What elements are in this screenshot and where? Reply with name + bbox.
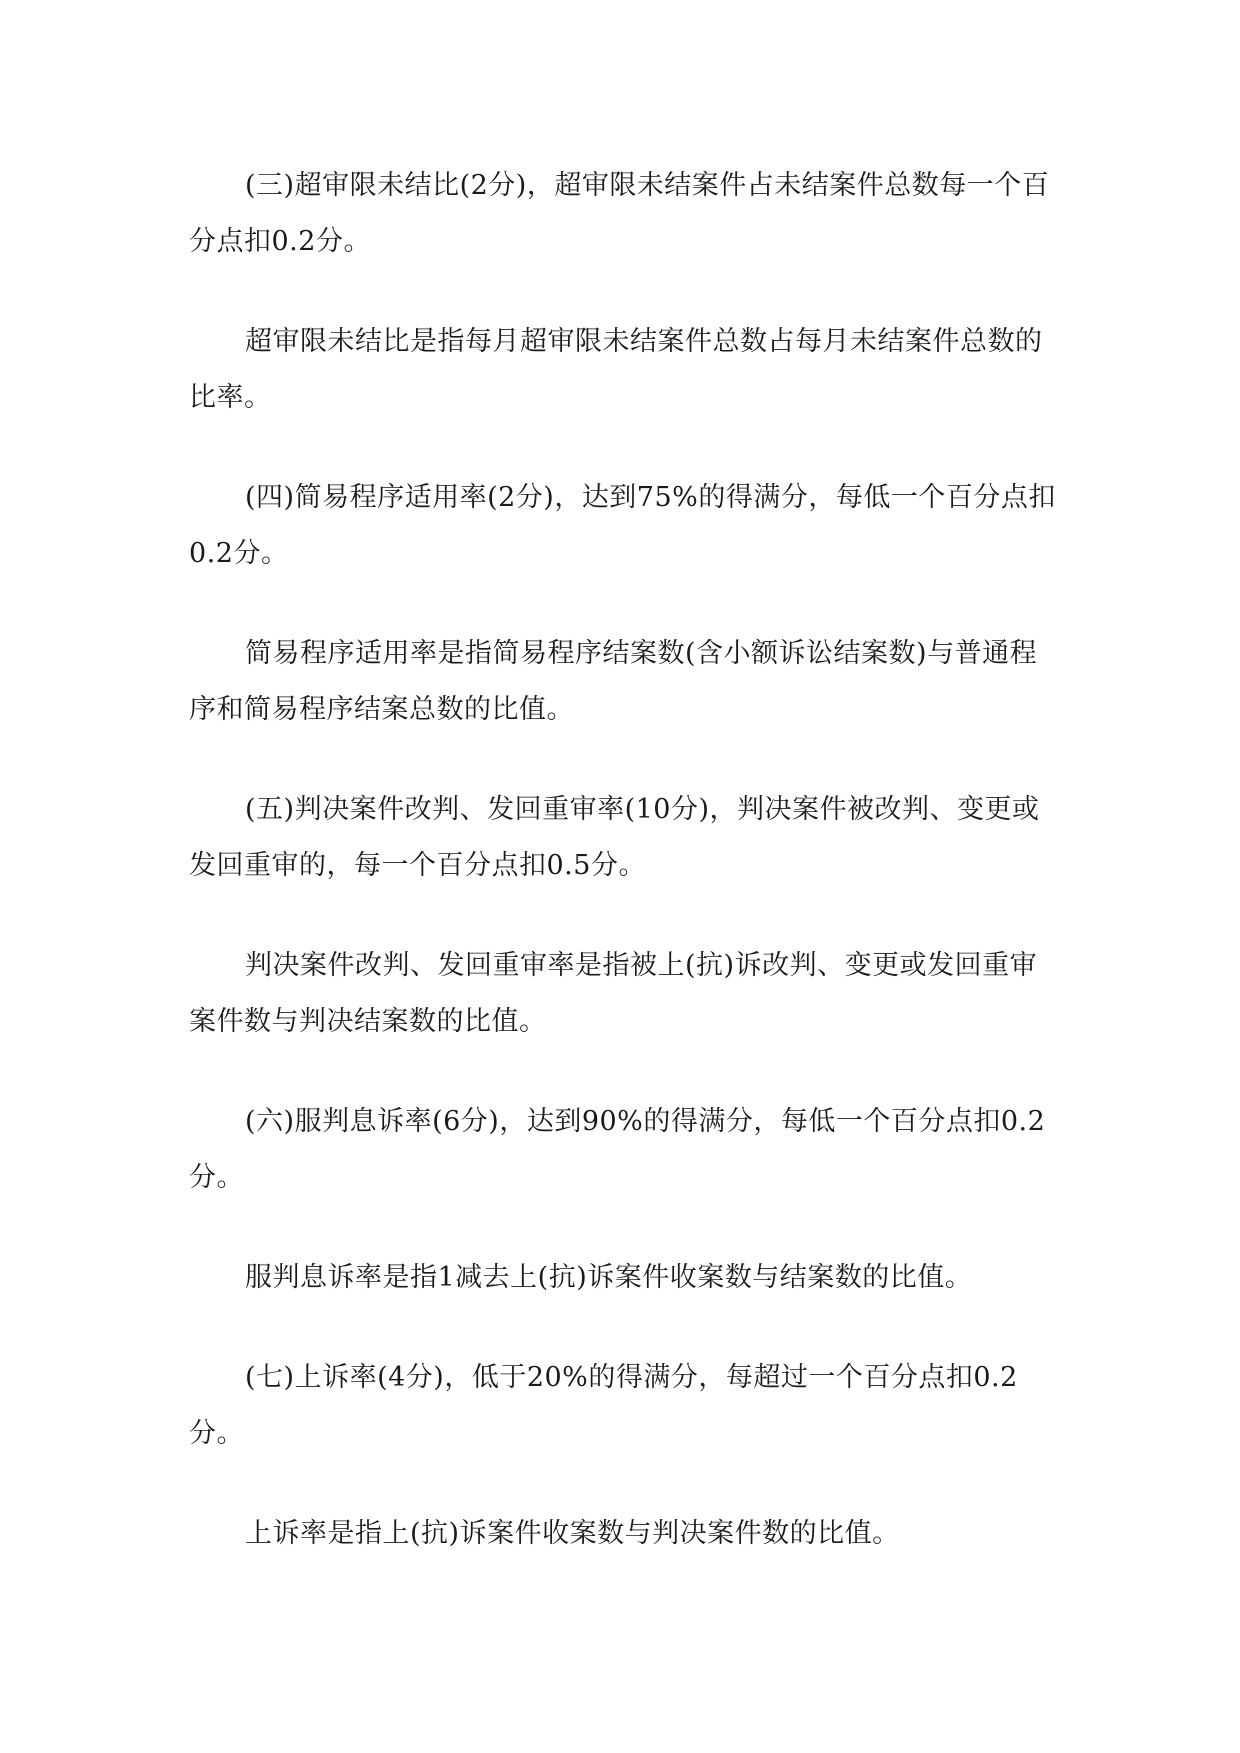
paragraph-retrial-rate-scoring: (五)判决案件改判、发回重审率(10分)，判决案件被改判、变更或发回重审的，每一个百分点扣0.5分。	[189, 794, 1040, 881]
document-body	[189, 158, 1057, 1562]
paragraph-acceptance-rate-scoring: (六)服判息诉率(6分)，达到90%的得满分，每低一个百分点扣0.2分。	[189, 1106, 1046, 1193]
paragraph-appeal-rate-scoring: (七)上诉率(4分)，低于20%的得满分，每超过一个百分点扣0.2分。	[189, 1362, 1018, 1449]
paragraph-retrial-rate-definition: 判决案件改判、发回重审率是指被上(抗)诉改判、变更或发回重审案件数与判决结案数的比值。	[189, 950, 1038, 1037]
paragraph-summary-procedure-scoring: (四)简易程序适用率(2分)，达到75%的得满分，每低一个百分点扣0.2分。	[189, 482, 1056, 569]
paragraph-summary-procedure-definition: 简易程序适用率是指简易程序结案数(含小额诉讼结案数)与普通程序和简易程序结案总数的比值。	[189, 638, 1038, 725]
paragraph-acceptance-rate-definition: 服判息诉率是指1减去上(抗)诉案件收案数与结案数的比值。	[245, 1262, 973, 1293]
paragraph-appeal-rate-definition: 上诉率是指上(抗)诉案件收案数与判决案件数的比值。	[245, 1518, 900, 1549]
paragraph-overdue-unclosed-definition: 超审限未结比是指每月超审限未结案件总数占每月未结案件总数的比率。	[189, 326, 1043, 413]
paragraph-overdue-unclosed-scoring: (三)超审限未结比(2分)，超审限未结案件占未结案件总数每一个百分点扣0.2分。	[189, 170, 1050, 257]
